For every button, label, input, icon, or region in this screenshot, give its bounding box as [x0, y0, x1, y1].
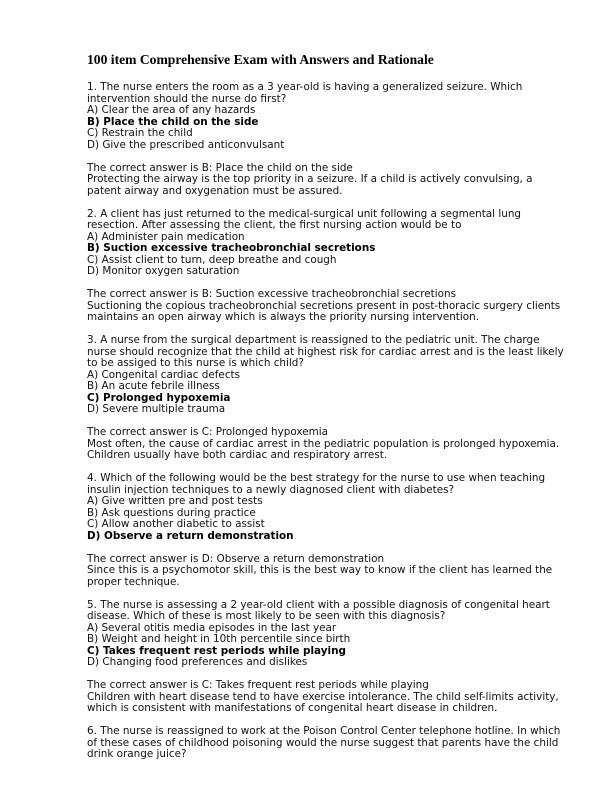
- option-c: C) Allow another diabetic to assist: [87, 518, 265, 530]
- rationale-text: Protecting the airway is the top priority in a seizure. If a child is actively convulsing, a patent airway and oxygenation must be assured.: [87, 173, 533, 197]
- option-d: D) Severe multiple trauma: [87, 403, 226, 415]
- option-c: C) Assist client to turn, deep breathe and cough: [87, 253, 337, 266]
- answer-block: [87, 427, 567, 462]
- rationale-text: Suctioning the copious tracheobronchial secretions present in post-thoracic surgery clients maintains an open airway which is always the priority nursing intervention.: [87, 299, 561, 323]
- option-a: A) Congenital cardiac defects: [87, 368, 241, 381]
- correct-answer-text: The correct answer is C: Prolonged hypoxemia: [87, 426, 328, 438]
- rationale-text: Most often, the cause of cardiac arrest in the pediatric population is prolonged hypoxemia. Children usually have both cardiac and respiratory arrest.: [87, 437, 560, 461]
- question-block-6: [87, 726, 567, 761]
- correct-answer-text: The correct answer is B: Suction excessive tracheobronchial secretions: [87, 288, 456, 300]
- option-c: C) Restrain the child: [87, 127, 193, 139]
- option-a: A) Give written pre and post tests: [87, 495, 263, 507]
- question-block-3: [87, 335, 567, 462]
- answer-block: [87, 554, 567, 589]
- option-a: A) Clear the area of any hazards: [87, 104, 256, 116]
- question-block-1: [87, 82, 567, 197]
- rationale-text: Children with heart disease tend to have exercise intolerance. The child self-limits activity, which is consistent with manifestations of congenital heart disease in children.: [87, 690, 559, 714]
- question-text: 4. Which of the following would be the best strategy for the nurse to use when teaching insulin injection techniques to a newly diagnosed client with diabetes?: [87, 472, 546, 496]
- option-b: B) Ask questions during practice: [87, 506, 256, 519]
- option-c-correct: C) Takes frequent rest periods while playing: [87, 644, 346, 657]
- correct-answer-text: The correct answer is C: Takes frequent rest periods while playing: [87, 679, 429, 691]
- question-text: 3. A nurse from the surgical department is reassigned to the pediatric unit. The charge nurse should recognize that the child at highest risk for cardiac arrest and is the least likely to be assiged to this nurse is which child?: [87, 334, 564, 369]
- answer-block: [87, 680, 567, 715]
- option-b-correct: B) Place the child on the side: [87, 115, 259, 128]
- question-text: 5. The nurse is assessing a 2 year-old client with a possible diagnosis of congenital heart disease. Which of these is most likely to be seen with this diagnosis?: [87, 598, 550, 622]
- option-c-correct: C) Prolonged hypoxemia: [87, 391, 231, 404]
- correct-answer-text: The correct answer is B: Place the child on the side: [87, 161, 353, 174]
- question-text: 2. A client has just returned to the medical-surgical unit following a segmental lung resection. After assessing the client, the first nursing action would be to: [87, 207, 522, 231]
- option-d: D) Give the prescribed anticonvulsant: [87, 138, 285, 151]
- answer-block: [87, 289, 567, 324]
- option-d: D) Changing food preferences and dislikes: [87, 656, 308, 668]
- question-block-4: [87, 473, 567, 588]
- option-d: D) Monitor oxygen saturation: [87, 265, 240, 277]
- document-content: [87, 52, 567, 772]
- option-a: A) Administer pain medication: [87, 230, 245, 243]
- option-a: A) Several otitis media episodes in the last year: [87, 621, 337, 634]
- document-title: 100 item Comprehensive Exam with Answers and Rationale: [87, 52, 434, 67]
- answer-block: [87, 163, 567, 198]
- option-b-correct: B) Suction excessive tracheobronchial secretions: [87, 242, 376, 254]
- question-block-5: [87, 600, 567, 715]
- correct-answer-text: The correct answer is D: Observe a return demonstration: [87, 552, 385, 565]
- option-d-correct: D) Observe a return demonstration: [87, 529, 294, 542]
- question-text: 6. The nurse is reassigned to work at the Poison Control Center telephone hotline. In which of these cases of childhood poisoning would the nurse suggest that parents have the child drink orange juice?: [87, 725, 561, 760]
- rationale-text: Since this is a psychomotor skill, this is the best way to know if the client has learned the proper technique.: [87, 564, 553, 588]
- question-text: 1. The nurse enters the room as a 3 year-old is having a generalized seizure. Which intervention should the nurse do first?: [87, 81, 523, 105]
- question-block-2: [87, 209, 567, 324]
- option-b: B) Weight and height in 10th percentile since birth: [87, 633, 351, 645]
- option-b: B) An acute febrile illness: [87, 380, 220, 392]
